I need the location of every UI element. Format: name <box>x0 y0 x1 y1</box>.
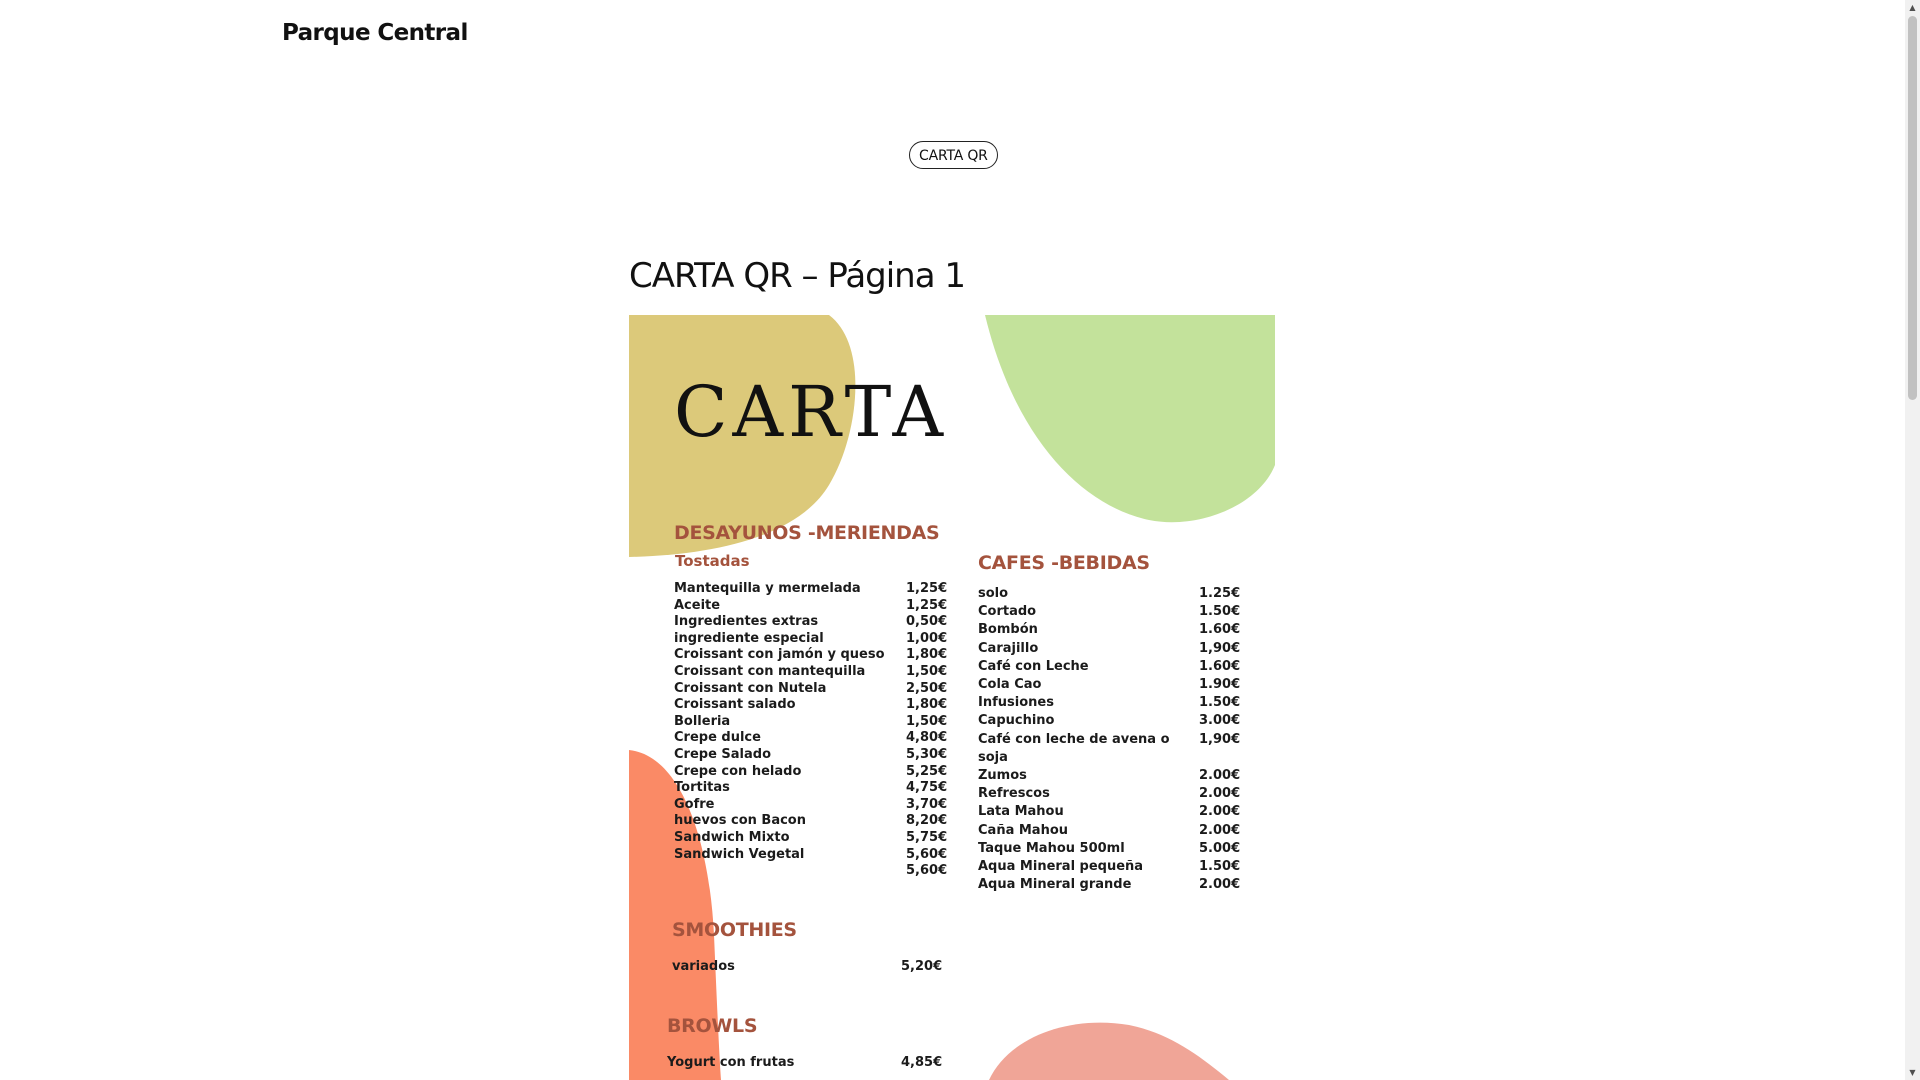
green-blob <box>985 315 1275 522</box>
scroll-down-icon[interactable]: ▼ <box>1909 1068 1916 1077</box>
menu-item-price: 4,80€ <box>906 730 948 746</box>
menu-item-price: 8,20€ <box>906 813 948 829</box>
menu-item-price: 1,25€ <box>906 581 948 596</box>
page-title: CARTA QR – Página 1 <box>629 256 966 296</box>
menu-item-price: 2,50€ <box>906 680 948 696</box>
menu-item-name: Croissant con jamón y queso <box>674 647 885 663</box>
menu-item-name: ingrediente especial <box>674 630 824 646</box>
menu-item-price: 1.90€ <box>1199 677 1241 692</box>
scroll-up-icon[interactable]: ▲ <box>1909 3 1916 12</box>
menu-item-price: 1,50€ <box>906 713 948 729</box>
menu-item-name: Croissant salado <box>674 697 796 713</box>
menu-item-name: Lata Mahou <box>978 804 1064 820</box>
menu-item-price: 5,60€ <box>906 846 948 862</box>
menu-item-price: 1,90€ <box>1199 731 1241 747</box>
smoothies-section-heading: SMOOTHIES <box>672 919 797 941</box>
menu-title: CARTA <box>674 371 948 453</box>
menu-item-name: Zumos <box>978 768 1027 783</box>
menu-image <box>629 315 1275 1080</box>
drinks-section-heading: CAFES -BEBIDAS <box>978 552 1150 574</box>
bowl-item-price: 4,85€ <box>901 1055 943 1070</box>
bowls-section-heading: BROWLS <box>667 1015 758 1037</box>
menu-item-price: 1,90€ <box>1199 640 1241 656</box>
menu-item-price: 1.60€ <box>1199 622 1241 638</box>
menu-item-name: Taque Mahou 500ml <box>978 840 1125 856</box>
menu-item-name: Cortado <box>978 604 1037 620</box>
menu-item-name: Crepe dulce <box>674 730 761 746</box>
menu-item-name: Carajillo <box>978 640 1039 656</box>
menu-item-name: Mantequilla y mermelada <box>674 581 861 596</box>
menu-item-name: Croissant con mantequilla <box>674 664 866 679</box>
menu-item-name: Caña Mahou <box>978 822 1069 838</box>
menu-item-name: Café con Leche <box>978 658 1089 674</box>
site-title-link[interactable]: Parque Central <box>282 20 468 46</box>
menu-item-price: 2.00€ <box>1199 822 1241 838</box>
menu-item-price: 2.00€ <box>1199 768 1241 783</box>
menu-item-name: Refrescos <box>978 786 1050 802</box>
menu-item-price: 2.00€ <box>1199 786 1241 802</box>
menu-item-price: 1.50€ <box>1199 695 1241 711</box>
menu-item-price: 1.25€ <box>1199 586 1241 601</box>
menu-item-name: Aceite <box>674 597 721 613</box>
menu-item-price: 5,60€ <box>906 863 948 879</box>
menu-item-price: 3,70€ <box>906 796 948 812</box>
menu-item-name: soja <box>978 749 1008 765</box>
menu-item-name: Sandwich Vegetal <box>674 846 805 862</box>
menu-item-price: 1,80€ <box>906 697 948 713</box>
menu-item-price: 1,50€ <box>906 664 948 679</box>
menu-item-name: Crepe Salado <box>674 747 772 762</box>
menu-item-price: 2.00€ <box>1199 804 1241 820</box>
menu-item-name: Croissant con Nutela <box>674 680 827 696</box>
pink-blob <box>989 1023 1229 1080</box>
toast-subheading: Tostadas <box>675 552 750 570</box>
menu-item-price: 1,25€ <box>906 597 948 613</box>
menu-item-name: Bombón <box>978 622 1038 638</box>
menu-item-name: Ingredientes extras <box>674 614 819 630</box>
menu-item-price: 5,75€ <box>906 830 948 845</box>
menu-item-name: Tortitas <box>674 780 730 796</box>
menu-item-name: Sandwich Mixto <box>674 830 790 845</box>
menu-item-name: Crepe con helado <box>674 763 802 779</box>
smoothie-item-name: variados <box>672 959 735 974</box>
category-tag-button[interactable]: CARTA QR <box>909 141 998 169</box>
menu-item-price: 5,25€ <box>906 763 948 779</box>
menu-item-name: Gofre <box>674 796 715 812</box>
menu-item-price: 1.60€ <box>1199 658 1241 674</box>
menu-item-price: 4,75€ <box>906 780 948 796</box>
menu-item-price: 0,50€ <box>906 614 948 630</box>
menu-item-name: Infusiones <box>978 695 1054 711</box>
menu-item-name: Bolleria <box>674 713 731 729</box>
menu-item-name: solo <box>978 586 1009 601</box>
menu-item-name: Cola Cao <box>978 677 1042 692</box>
menu-item-price: 1.50€ <box>1199 604 1241 620</box>
menu-item-name: Aqua Mineral grande <box>978 877 1132 893</box>
menu-item-price: 1.50€ <box>1199 859 1241 874</box>
breakfast-section-heading: DESAYUNOS -MERIENDAS <box>674 522 940 544</box>
scrollbar-thumb[interactable] <box>1908 16 1917 400</box>
menu-item-name: Capuchino <box>978 713 1055 729</box>
menu-item-name: Aqua Mineral pequeña <box>978 859 1144 874</box>
menu-item-price: 1,80€ <box>906 647 948 663</box>
bowl-item-name: Yogurt con frutas <box>667 1055 795 1070</box>
menu-item-price: 5,30€ <box>906 747 948 762</box>
menu-item-price: 1,00€ <box>906 630 948 646</box>
smoothie-item-price: 5,20€ <box>901 959 943 974</box>
menu-item-name: huevos con Bacon <box>674 813 806 829</box>
menu-item-price: 5.00€ <box>1199 840 1241 856</box>
menu-item-price: 2.00€ <box>1199 877 1241 893</box>
menu-item-price: 3.00€ <box>1199 713 1241 729</box>
menu-item-name: Café con leche de avena o <box>978 731 1170 747</box>
page-scrollbar[interactable] <box>1905 0 1920 1080</box>
